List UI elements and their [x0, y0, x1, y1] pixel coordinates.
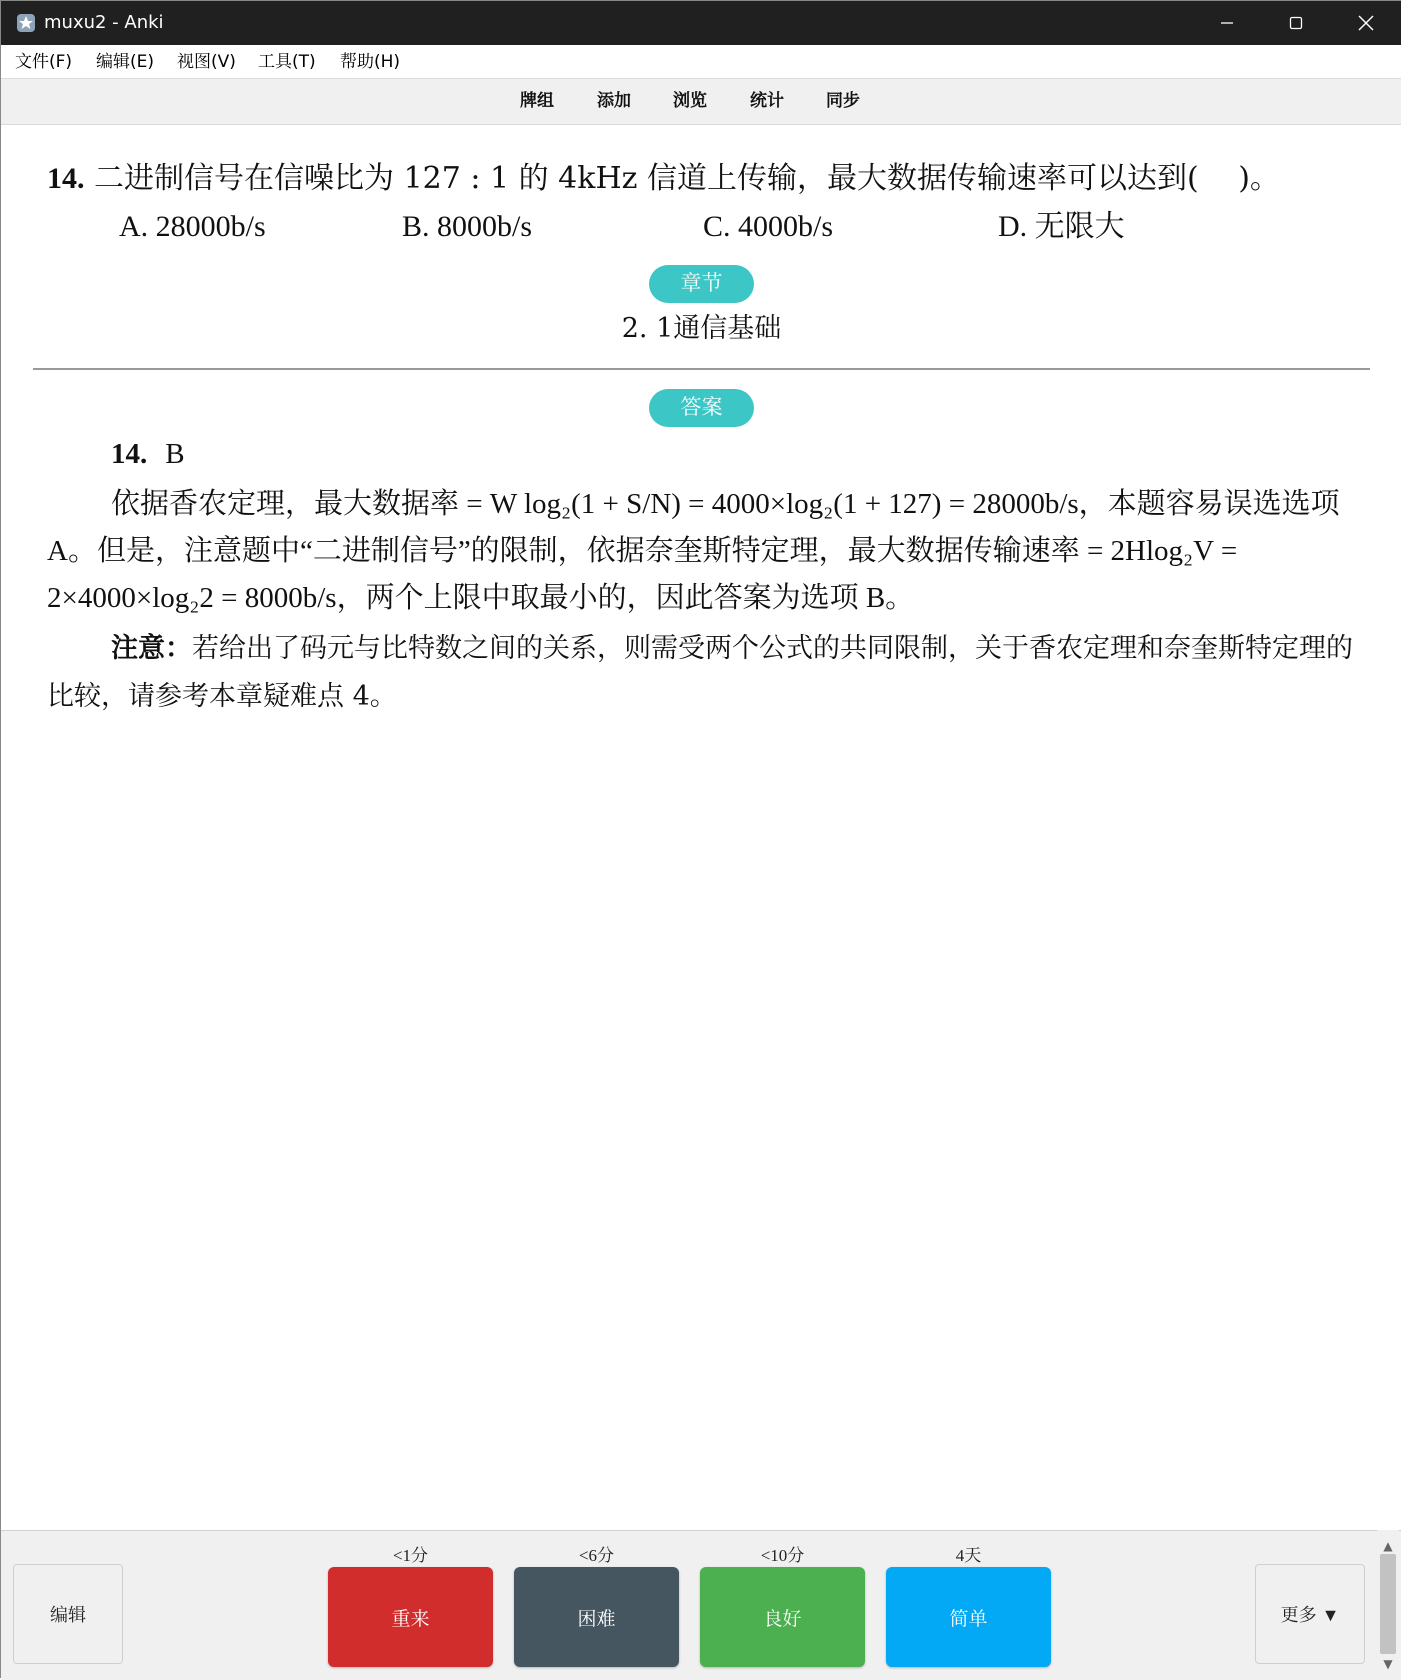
- answer-divider: [33, 368, 1370, 370]
- again-interval: <1分: [392, 1546, 429, 1565]
- option-c: C. 4000b/s: [703, 210, 834, 243]
- toolbar-sync[interactable]: 同步: [826, 91, 860, 111]
- window-title: muxu2 - Anki: [44, 12, 164, 33]
- scroll-thumb[interactable]: [1380, 1554, 1396, 1654]
- anki-star-icon: [15, 12, 37, 34]
- chapter-name: 2. 1通信基础: [621, 313, 782, 344]
- note-label: 注意：: [111, 633, 192, 664]
- good-button[interactable]: 良好: [700, 1567, 865, 1667]
- maximize-button[interactable]: [1261, 1, 1331, 45]
- menu-bar: [1, 45, 1401, 79]
- title-bar[interactable]: [1, 1, 1401, 45]
- close-button[interactable]: [1331, 1, 1401, 45]
- minimize-button[interactable]: [1192, 1, 1262, 45]
- answer-letter: B: [165, 438, 185, 470]
- toolbar-add[interactable]: 添加: [597, 91, 631, 111]
- easy-interval: 4天: [955, 1546, 982, 1565]
- edit-button[interactable]: 编辑: [13, 1564, 123, 1664]
- hard-button[interactable]: 困难: [514, 1567, 679, 1667]
- menu-edit[interactable]: 编辑(E): [96, 52, 155, 72]
- good-interval: <10分: [760, 1546, 805, 1565]
- close-icon: [1358, 15, 1374, 31]
- question-stem-line: [47, 159, 1280, 199]
- answer-explanation: 依据香农定理，最大数据率 = W log₂(1 + S/N) = 4000×log₂(1 + 127) = 28000b/s，本题容易误选选项 A。但是，注意题中“二进制信号”的限制，依据奈奎斯特定理，最大数据传输速率 = 2Hlog₂V = 2×4000×log₂2 = 8000b/s，两个上限中取最小的，因此答案为选项 B。: [47, 488, 1340, 614]
- card-view: [1, 125, 1401, 1530]
- again-button[interactable]: 重来: [328, 1567, 493, 1667]
- main-toolbar: [1, 79, 1401, 125]
- chapter-label-pill: 章节: [649, 265, 754, 303]
- answer-note: [47, 625, 1357, 721]
- option-d: D. 无限大: [998, 210, 1125, 243]
- question-stem: 二进制信号在信噪比为 127 : 1 的 4kHz 信道上传输，最大数据传输速率可以达到( )。: [94, 161, 1280, 196]
- answer-label-pill: 答案: [649, 389, 754, 427]
- easy-button[interactable]: 简单: [886, 1567, 1051, 1667]
- option-a: A. 28000b/s: [119, 210, 266, 243]
- review-bottom-bar: [1, 1530, 1401, 1680]
- minimize-icon: [1220, 16, 1234, 30]
- more-button[interactable]: 更多 ▼: [1255, 1564, 1365, 1664]
- maximize-icon: [1289, 16, 1303, 30]
- menu-view[interactable]: 视图(V): [177, 52, 236, 72]
- question-number: 14.: [47, 162, 85, 195]
- answer-number: 14.: [111, 438, 148, 470]
- toolbar-stats[interactable]: 统计: [750, 91, 784, 111]
- answer-heading: [111, 435, 185, 473]
- option-b: B. 8000b/s: [402, 210, 533, 243]
- note-text: 若给出了码元与比特数之间的关系，则需受两个公式的共同限制，关于香农定理和奈奎斯特定理的比较，请参考本章疑难点 4。: [47, 633, 1353, 712]
- vertical-scrollbar[interactable]: [1377, 1530, 1399, 1679]
- menu-file[interactable]: 文件(F): [15, 52, 73, 72]
- hard-interval: <6分: [578, 1546, 615, 1565]
- menu-tools[interactable]: 工具(T): [258, 52, 316, 72]
- menu-help[interactable]: 帮助(H): [340, 52, 401, 72]
- toolbar-browse[interactable]: 浏览: [673, 91, 707, 111]
- toolbar-decks[interactable]: 牌组: [520, 91, 554, 111]
- scroll-down-arrow-icon[interactable]: ▼: [1383, 1657, 1393, 1671]
- scroll-up-arrow-icon[interactable]: ▲: [1383, 1539, 1393, 1553]
